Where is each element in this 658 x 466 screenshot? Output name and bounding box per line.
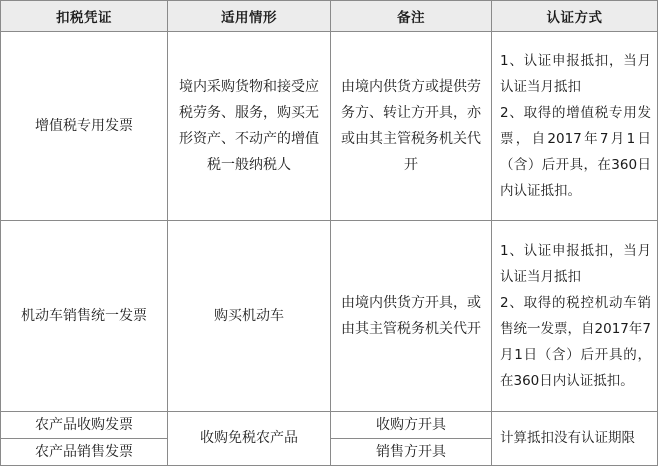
cell-scenario: 购买机动车 bbox=[168, 221, 331, 411]
header-method: 认证方式 bbox=[492, 1, 658, 32]
cell-voucher: 农产品收购发票 bbox=[1, 411, 168, 438]
header-remark: 备注 bbox=[331, 1, 492, 32]
method-line-2: 2、取得的税控机动车销售统一发票，自2017年7月1日（含）后开具的，在360日内认证抵扣。 bbox=[500, 295, 651, 390]
table-header-row bbox=[1, 1, 658, 32]
header-voucher: 扣税凭证 bbox=[1, 1, 168, 32]
cell-voucher: 增值税专用发票 bbox=[1, 32, 168, 221]
cell-method bbox=[492, 221, 658, 411]
cell-voucher: 农产品销售发票 bbox=[1, 438, 168, 465]
cell-voucher: 机动车销售统一发票 bbox=[1, 221, 168, 411]
table-row bbox=[1, 32, 658, 221]
header-scenario: 适用情形 bbox=[168, 1, 331, 32]
table-row bbox=[1, 411, 658, 438]
method-line-2: 2、取得的增值税专用发票，自2017年7月1日（含）后开具，在360日内认证抵扣。 bbox=[500, 105, 651, 200]
table-row bbox=[1, 221, 658, 411]
cell-scenario: 境内采购货物和接受应税劳务、服务，购买无形资产、不动产的增值税一般纳税人 bbox=[168, 32, 331, 221]
method-line-1: 1、认证申报抵扣，当月认证当月抵扣 bbox=[500, 53, 651, 96]
cell-remark: 收购方开具 bbox=[331, 411, 492, 438]
method-line-1: 1、认证申报抵扣，当月认证当月抵扣 bbox=[500, 243, 651, 286]
cell-remark: 销售方开具 bbox=[331, 438, 492, 465]
cell-remark: 由境内供货方或提供劳务方、转让方开具，亦或由其主管税务机关代开 bbox=[331, 32, 492, 221]
cell-remark: 由境内供货方开具，或由其主管税务机关代开 bbox=[331, 221, 492, 411]
cell-method: 计算抵扣没有认证期限 bbox=[492, 411, 658, 465]
cell-scenario: 收购免税农产品 bbox=[168, 411, 331, 465]
cell-method bbox=[492, 32, 658, 221]
